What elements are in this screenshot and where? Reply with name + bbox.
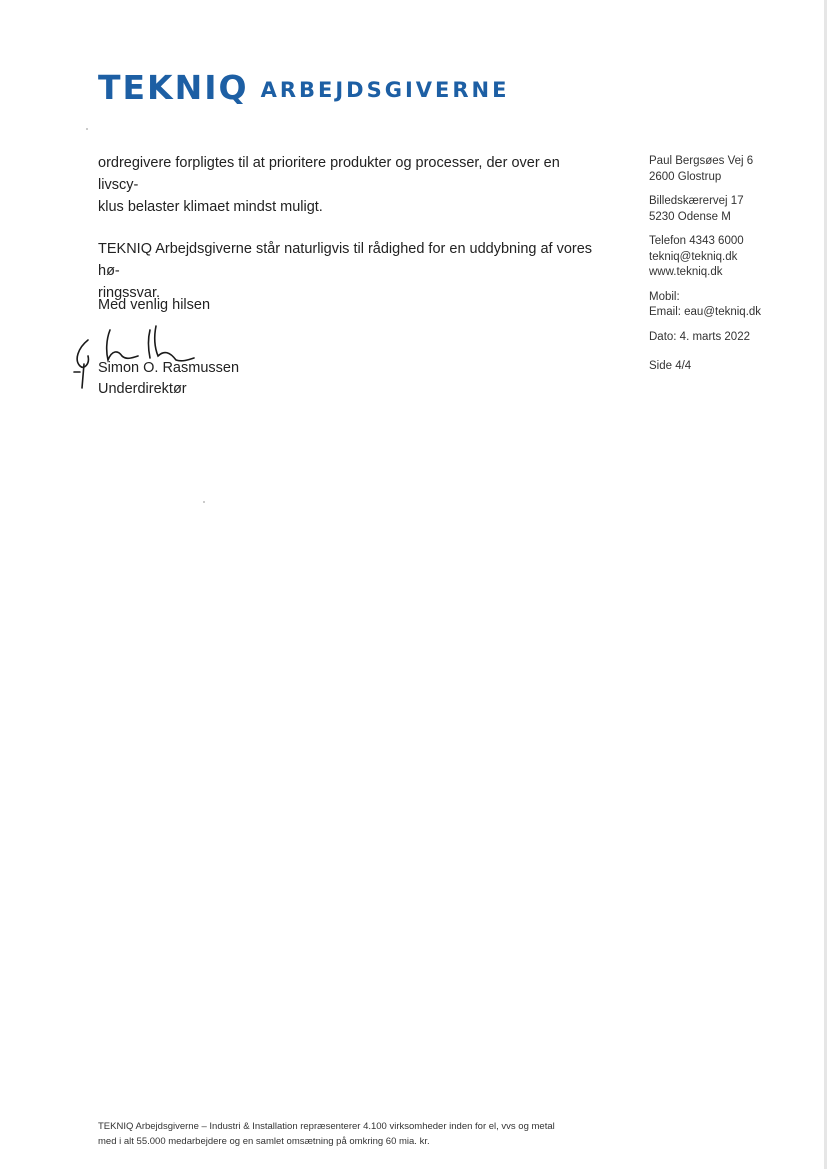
address-1-line-1: Paul Bergsøes Vej 6: [649, 155, 754, 167]
logo-main-text: TEKNIQ: [98, 68, 249, 107]
paragraph-2-line-1: TEKNIQ Arbejdsgiverne står naturligvis til rådighed for en uddybning af vores hø-: [98, 241, 593, 279]
contact-info: [649, 234, 819, 281]
page-number: Side 4/4: [649, 360, 692, 372]
company-logo: [98, 64, 510, 107]
scan-speck: [203, 501, 205, 503]
paragraph-1-line-2: klus belaster klimaet mindst muligt.: [98, 199, 323, 215]
phone-number: Telefon 4343 6000: [649, 235, 744, 247]
logo-sub-text: ARBEJDSGIVERNE: [260, 78, 510, 102]
address-2-line-2: 5230 Odense M: [649, 210, 731, 223]
general-email: tekniq@tekniq.dk: [649, 250, 738, 263]
footer-note: [98, 1120, 618, 1149]
letter-date: Dato: 4. marts 2022: [649, 330, 750, 343]
signer-title: Underdirektør: [98, 381, 187, 397]
scan-speck: [86, 128, 88, 130]
address-2-line-1: Billedskærervej 17: [649, 195, 744, 207]
paragraph-2-line-2: ringssvar.: [98, 285, 161, 301]
signer-block: [98, 358, 239, 400]
footer-line-2: med i alt 55.000 medarbejdere og en samlet omsætning på omkring 60 mia. kr.: [98, 1135, 430, 1147]
personal-email: Email: eau@tekniq.dk: [649, 306, 762, 318]
paragraph-1: [98, 152, 598, 218]
contact-sidebar: [649, 154, 819, 375]
address-1-line-2: 2600 Glostrup: [649, 170, 722, 183]
personal-contact: [649, 290, 819, 321]
footer-line-1: TEKNIQ Arbejdsgiverne – Industri & Installation repræsenterer 4.100 virksomheder inden for el, vvs og metal: [98, 1121, 555, 1132]
closing-salutation: Med venlig hilsen: [98, 297, 211, 313]
website: www.tekniq.dk: [649, 266, 723, 278]
address-glostrup: [649, 154, 819, 185]
address-odense: [649, 194, 819, 225]
paragraph-1-line-1: ordregivere forpligtes til at prioritere produkter og processer, der over en livscy-: [98, 155, 560, 193]
mobile-label: Mobil:: [649, 290, 680, 303]
signer-name: Simon O. Rasmussen: [98, 360, 240, 376]
